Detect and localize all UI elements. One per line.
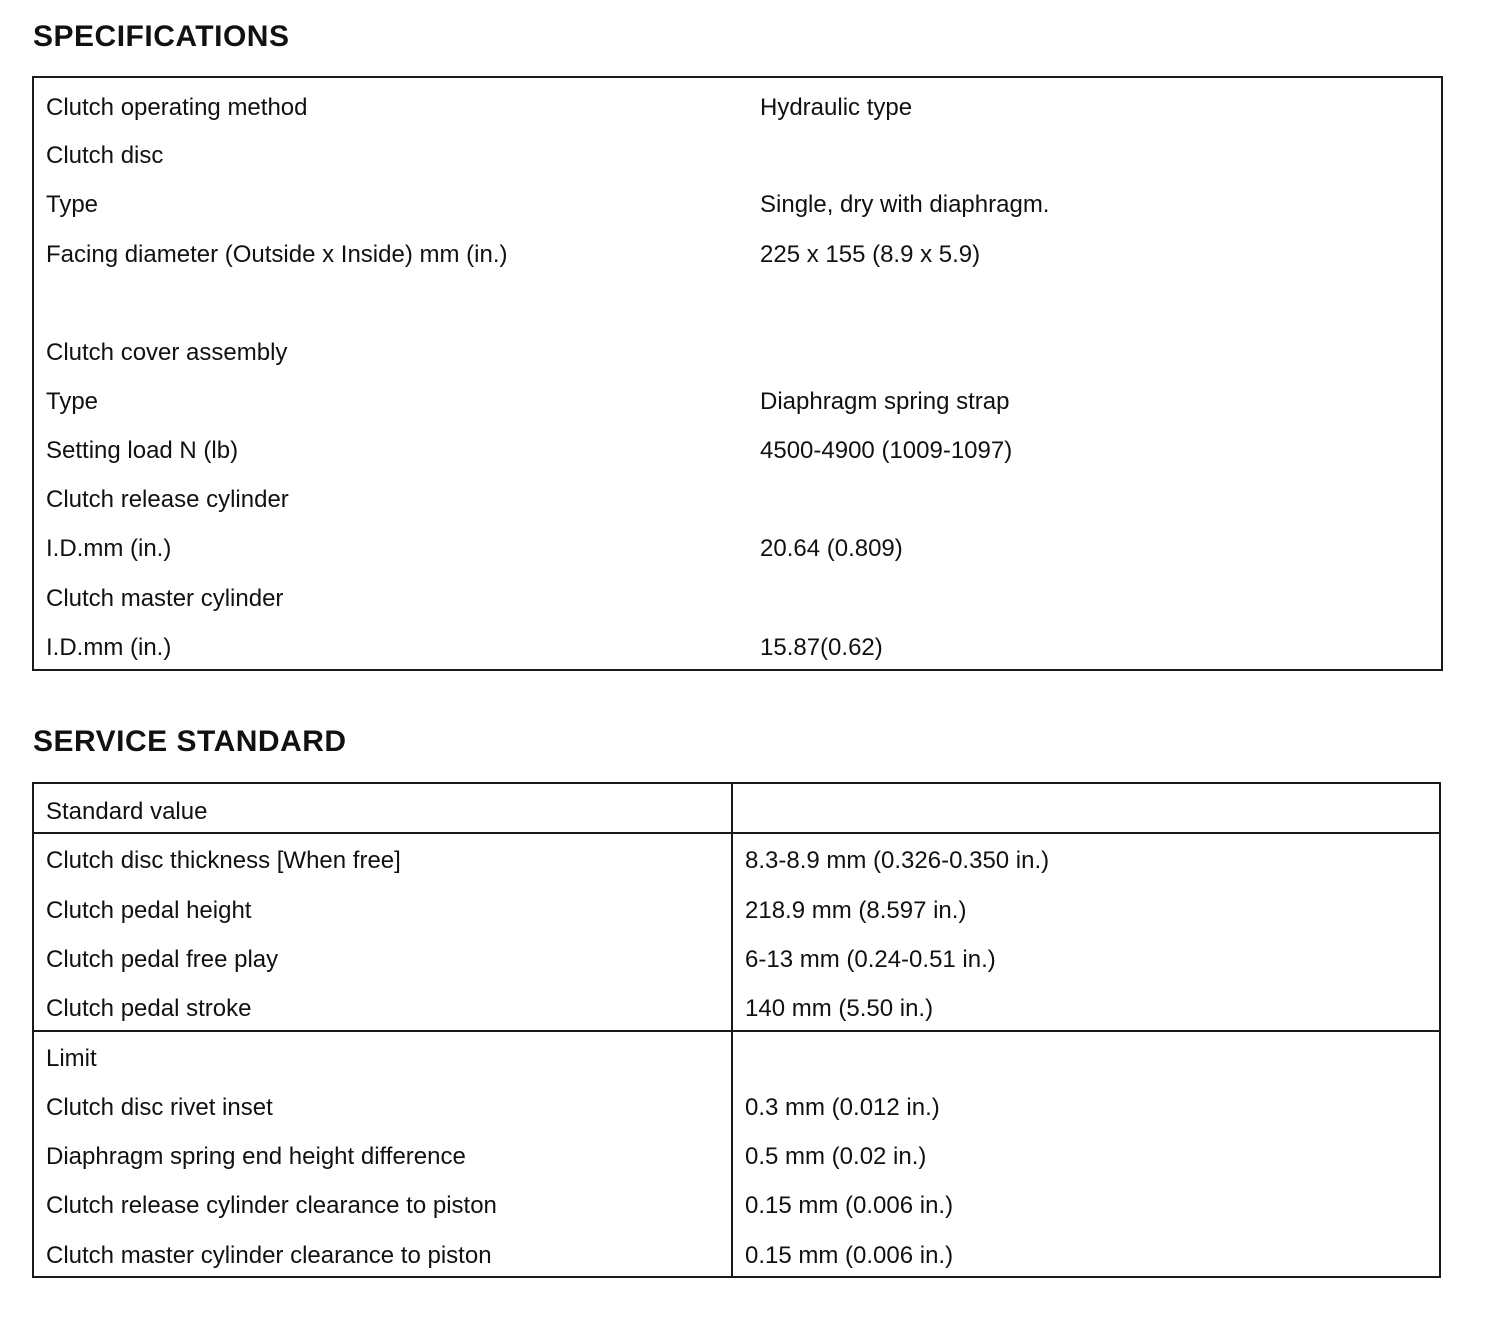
spec-label: I.D.mm (in.) [46,634,172,661]
spec-label: Clutch master cylinder [46,585,284,612]
standard-value: 218.9 mm (8.597 in.) [745,897,967,924]
limit-label: Clutch disc rivet inset [46,1094,273,1121]
spec-row [34,529,1441,569]
spec-value: Diaphragm spring strap [760,388,1010,415]
limit-row [34,1137,1439,1177]
spec-row [34,579,1441,619]
limit-value: 0.15 mm (0.006 in.) [745,1242,954,1269]
limit-label: Clutch master cylinder clearance to piston [46,1242,492,1269]
limit-row [34,1186,1439,1226]
specifications-table [32,76,1443,671]
spec-label: Clutch cover assembly [46,339,288,366]
limit-header: Limit [46,1045,97,1072]
standard-value-header: Standard value [46,798,208,825]
spec-label: Clutch disc [46,142,164,169]
spec-row [34,382,1441,422]
standard-label: Clutch pedal free play [46,946,279,973]
limit-row [34,1088,1439,1128]
spec-value: Single, dry with diaphragm. [760,191,1050,218]
standard-label: Clutch pedal height [46,897,252,924]
standard-value: 8.3-8.9 mm (0.326-0.350 in.) [745,847,1050,874]
spec-label: Clutch release cylinder [46,486,289,513]
spec-value: 15.87(0.62) [760,634,883,661]
limit-value: 0.5 mm (0.02 in.) [745,1143,927,1170]
limit-value: 0.15 mm (0.006 in.) [745,1192,954,1219]
spec-value: 20.64 (0.809) [760,535,903,562]
spec-label: I.D.mm (in.) [46,535,172,562]
spec-row [34,480,1441,520]
limit-row [34,1236,1439,1276]
spec-row [34,333,1441,373]
spec-row [34,136,1441,176]
standard-label: Clutch disc thickness [When free] [46,847,401,874]
spec-label: Clutch operating method [46,94,308,121]
standard-label: Clutch pedal stroke [46,995,252,1022]
standard-row [34,891,1439,931]
spec-label: Type [46,388,99,415]
spec-label: Facing diameter (Outside x Inside) mm (in.) [46,241,508,268]
limit-label: Diaphragm spring end height difference [46,1143,466,1170]
service-standard-table [32,782,1441,1278]
limit-divider [34,1030,1439,1032]
spec-label: Setting load N (lb) [46,437,239,464]
standard-row [34,940,1439,980]
spec-value: 225 x 155 (8.9 x 5.9) [760,241,981,268]
limit-value: 0.3 mm (0.012 in.) [745,1094,940,1121]
spec-row [34,628,1441,668]
limit-label: Clutch release cylinder clearance to piston [46,1192,497,1219]
spec-row [34,88,1441,128]
standard-value-header-row [34,792,1439,832]
specifications-heading: SPECIFICATIONS [33,20,290,53]
spec-value: Hydraulic type [760,94,913,121]
service-standard-heading: SERVICE STANDARD [33,725,347,758]
header-divider [34,832,1439,834]
limit-header-row [34,1039,1439,1079]
spec-row [34,185,1441,225]
spec-row [34,235,1441,275]
standard-value: 140 mm (5.50 in.) [745,995,934,1022]
standard-row [34,841,1439,881]
spec-label: Type [46,191,99,218]
spec-row [34,431,1441,471]
standard-row [34,989,1439,1029]
standard-value: 6-13 mm (0.24-0.51 in.) [745,946,996,973]
spec-value: 4500-4900 (1009-1097) [760,437,1013,464]
